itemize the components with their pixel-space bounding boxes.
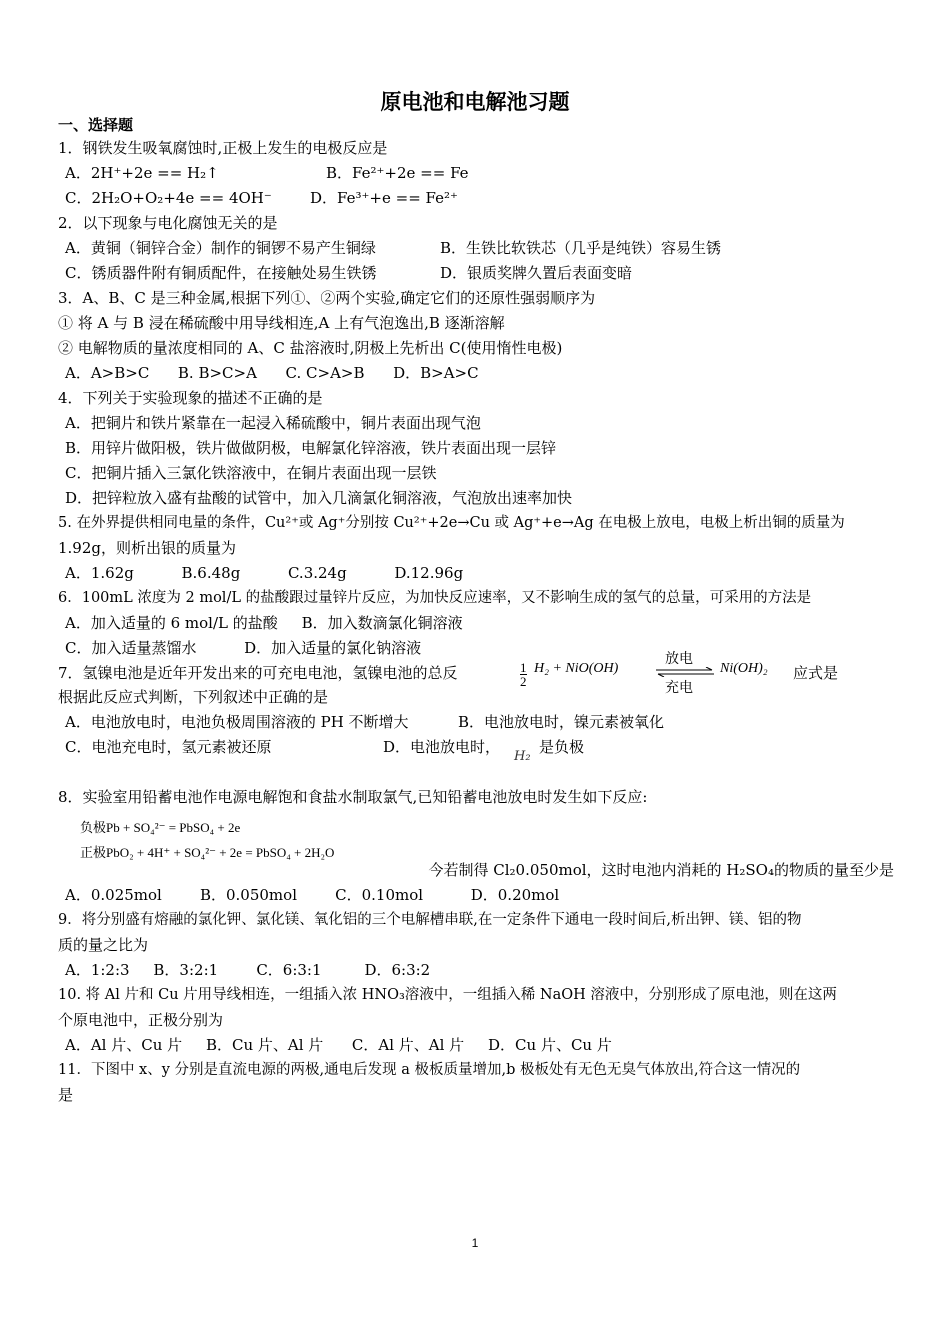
page-number: 1 xyxy=(471,1236,479,1250)
question-2-option-a: A．黄铜（铜锌合金）制作的铜锣不易产生铜绿 xyxy=(65,239,376,257)
question-10-stem-cont: 个原电池中，正极分别为 xyxy=(58,1011,224,1029)
question-7-option-a: A．电池放电时，电池负极周围溶液的 PH 不断增大 xyxy=(65,713,409,731)
question-2-stem: 2．以下现象与电化腐蚀无关的是 xyxy=(58,214,278,232)
question-6-stem: 6．100mL 浓度为 2 mol/L 的盐酸跟过量锌片反应，为加快反应速率，又不影响生成的氢气的总量，可采用的方法是 xyxy=(58,590,812,606)
equation-fraction xyxy=(520,661,527,688)
equation-arrow-bottom: 充电 xyxy=(665,680,693,696)
question-8-positive-electrode: 正极PbO₂ + 4H⁺ + SO₄²⁻ + 2e = PbSO₄ + 2H₂O xyxy=(80,845,335,860)
question-1-stem: 1．钢铁发生吸氧腐蚀时,正极上发生的电极反应是 xyxy=(58,139,388,157)
question-1-option-b: B．Fe²⁺+2e == Fe xyxy=(326,164,469,182)
question-7-h2-formula: H₂ xyxy=(514,749,531,764)
question-4-option-a: A．把铜片和铁片紧靠在一起浸入稀硫酸中，铜片表面出现气泡 xyxy=(65,414,481,432)
question-9-stem: 9．将分别盛有熔融的氯化钾、氯化镁、氧化铝的三个电解槽串联,在一定条件下通电一段时间后,析出钾、镁、铝的物 xyxy=(58,912,802,928)
question-5-stem: 5. 在外界提供相同电量的条件，Cu²⁺或 Ag⁺分别按 Cu²⁺+2e→Cu 或 Ag⁺+e→Ag 在电极上放电，电极上析出铜的质量为 xyxy=(58,515,845,531)
fraction-numerator: 1 xyxy=(520,660,527,675)
question-4-stem: 4．下列关于实验现象的描述不正确的是 xyxy=(58,389,323,407)
question-4-option-b: B．用锌片做阳极，铁片做做阴极，电解氯化锌溶液，铁片表面出现一层锌 xyxy=(65,439,557,457)
reversible-arrow-icon xyxy=(654,667,716,677)
question-4-option-d: D．把锌粒放入盛有盐酸的试管中，加入几滴氯化铜溶液，气泡放出速率加快 xyxy=(65,489,573,507)
question-6-options-ab: A．加入适量的 6 mol/L 的盐酸 B．加入数滴氯化铜溶液 xyxy=(65,614,463,632)
question-5-stem-cont: 1.92g，则析出银的质量为 xyxy=(58,539,237,557)
question-3-stem: 3．A、B、C 是三种金属,根据下列①、②两个实验,确定它们的还原性强弱顺序为 xyxy=(58,289,596,307)
question-8-stem: 8．实验室用铅蓄电池作电源电解饱和食盐水制取氯气,已知铅蓄电池放电时发生如下反应: xyxy=(58,788,648,806)
question-2-option-b: B．生铁比软铁芯（几乎是纯铁）容易生锈 xyxy=(440,239,722,257)
question-8-stem-cont: 今若制得 Cl₂0.050mol，这时电池内消耗的 H₂SO₄的物质的量至少是 xyxy=(428,861,894,879)
question-1-option-c: C．2H₂O+O₂+4e == 4OH⁻ xyxy=(65,189,272,207)
question-7-option-b: B．电池放电时，镍元素被氧化 xyxy=(458,713,665,731)
question-5-options: A．1.62g B.6.48g C.3.24g D.12.96g xyxy=(65,564,464,582)
question-4-option-c: C．把铜片插入三氯化铁溶液中，在铜片表面出现一层铁 xyxy=(65,464,437,482)
equation-left: H₂ + NiO(OH) xyxy=(534,661,619,676)
question-1-option-a: A．2H⁺+2e == H₂↑ xyxy=(65,164,219,182)
question-9-stem-cont: 质的量之比为 xyxy=(58,936,149,954)
question-8-negative-electrode: 负极Pb + SO₄²⁻ = PbSO₄ + 2e xyxy=(80,820,241,835)
question-9-options: A．1:2:3 B．3:2:1 C．6:3:1 D．6:3:2 xyxy=(65,961,431,979)
question-10-stem: 10. 将 Al 片和 Cu 片用导线相连，一组插入浓 HNO₃溶液中，一组插入稀 NaOH 溶液中，分别形成了原电池，则在这两 xyxy=(58,987,837,1003)
question-6-options-cd: C．加入适量蒸馏水 D．加入适量的氯化钠溶液 xyxy=(65,639,422,657)
fraction-denominator: 2 xyxy=(520,674,527,689)
question-10-options: A．Al 片、Cu 片 B．Cu 片、Al 片 C．Al 片、Al 片 D．Cu 片、Cu 片 xyxy=(65,1036,612,1054)
question-3-options: A．A>B>C B. B>C>A C. C>A>B D．B>A>C xyxy=(65,364,479,382)
question-11-stem-cont: 是 xyxy=(58,1086,74,1104)
section-heading: 一、选择题 xyxy=(58,116,134,134)
question-3-experiment-1: ① 将 A 与 B 浸在稀硫酸中用导线相连,A 上有气泡逸出,B 逐渐溶解 xyxy=(58,314,505,332)
question-2-option-d: D．银质奖牌久置后表面变暗 xyxy=(440,264,633,282)
question-7-option-c: C．电池充电时，氢元素被还原 xyxy=(65,738,272,756)
question-7-stem-cont: 根据此反应式判断，下列叙述中正确的是 xyxy=(58,688,329,706)
page-title: 原电池和电解池习题 xyxy=(380,90,570,114)
question-3-experiment-2: ② 电解物质的量浓度相同的 A、C 盐溶液时,阴极上先析出 C(使用惰性电极) xyxy=(58,339,563,357)
question-11-stem: 11．下图中 x、y 分别是直流电源的两极,通电后发现 a 极板质量增加,b 极板处有无色无臭气体放出,符合这一情况的 xyxy=(58,1062,801,1078)
question-7-stem-post: 应式是 xyxy=(793,664,839,682)
question-7-option-d: D．电池放电时， xyxy=(383,738,501,756)
question-8-options: A．0.025mol B．0.050mol C．0.10mol D．0.20mol xyxy=(65,886,560,904)
question-1-option-d: D．Fe³⁺+e == Fe²⁺ xyxy=(310,189,458,207)
question-2-option-c: C．锈质器件附有铜质配件，在接触处易生铁锈 xyxy=(65,264,377,282)
equation-arrow-top: 放电 xyxy=(665,651,693,667)
question-7-stem: 7．氢镍电池是近年开发出来的可充电电池，氢镍电池的总反 xyxy=(58,664,458,682)
equation-right: Ni(OH)₂ xyxy=(720,661,768,676)
question-7-option-d-post: 是负极 xyxy=(539,738,585,756)
